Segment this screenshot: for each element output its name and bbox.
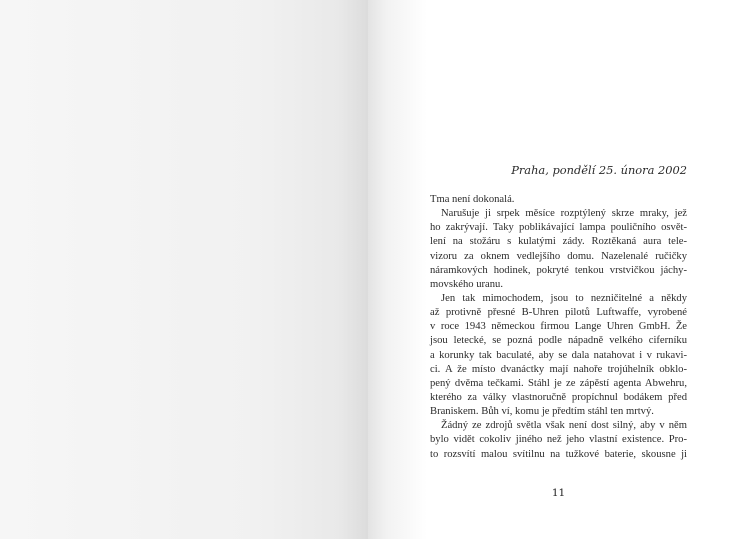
chapter-dateline: Praha, pondělí 25. února 2002 <box>511 163 687 177</box>
text-line: bylo vidět cokoliv jiného než jeho vlastní existence. Pro- <box>430 434 687 446</box>
text-line: ho zakrývají. Taky poblikávající lampa pouličního osvět- <box>430 222 687 234</box>
text-line: až protivně přesné B-Uhren pilotů Luftwaffe, vyrobené <box>430 307 687 319</box>
text-line: v roce 1943 německou firmou Lange Uhren GmbH. Že <box>430 321 687 333</box>
text-line: Jen tak mimochodem, jsou to nezničitelné a někdy <box>441 292 687 304</box>
text-line: Narušuje ji srpek měsíce rozptýlený skrze mraky, jež <box>441 208 687 220</box>
page-number: 11 <box>551 487 566 499</box>
text-line: pený dvěma tečkami. Stáhl je ze zápěstí agenta Abwehru, <box>430 377 687 389</box>
text-line: to rozsvítí malou svítilnu na tužkové baterie, skousne ji <box>430 448 687 460</box>
text-line: vizoru za oknem vedlejšího domu. Nazelenalé ručičky <box>430 250 687 262</box>
text-line: Žádný ze zdrojů světla však není dost silný, aby v něm <box>441 420 687 432</box>
left-page-blank <box>0 0 368 539</box>
text-line: kterého za války vlastnoručně propíchnul bodákem před <box>430 391 687 403</box>
text-line: náramkových hodinek, pokryté tenkou vrstvičkou jáchy- <box>430 264 687 276</box>
text-line: a korunky tak baculaté, aby se dala natahovat i v rukavi- <box>430 349 687 361</box>
text-line: jsou letecké, se pozná podle nápadně velkého ciferníku <box>430 335 687 347</box>
text-line: Braniskem. Bůh ví, komu je předtím stáhl ten mrtvý. <box>430 406 654 418</box>
text-line: ci. A že místo dvanáctky mají nahoře trojúhelník obklo- <box>430 363 687 375</box>
text-line: Tma není dokonalá. <box>430 194 515 205</box>
text-line: lení na stožáru s kulatými zády. Roztěkaná aura tele- <box>430 236 687 248</box>
body-text <box>430 193 687 462</box>
text-line: movského uranu. <box>430 278 503 290</box>
